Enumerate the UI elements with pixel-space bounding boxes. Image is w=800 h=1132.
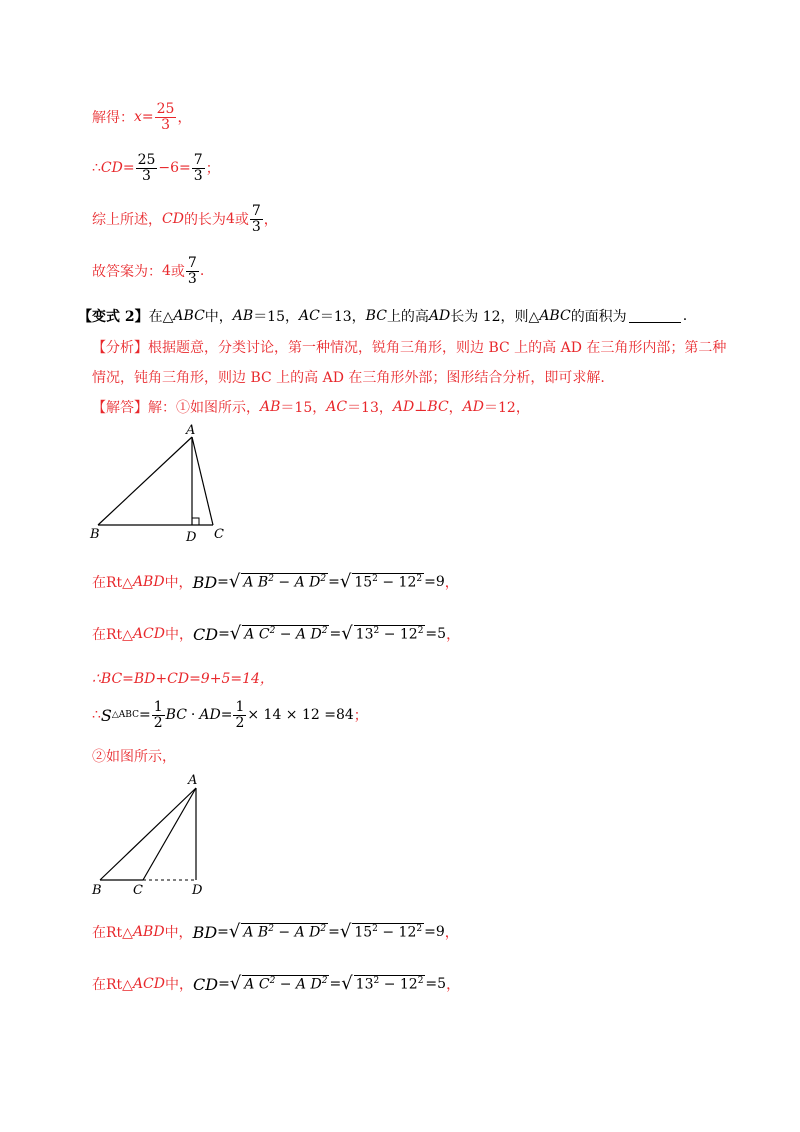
equals: = [329, 976, 342, 992]
fraction [233, 700, 246, 730]
punct: ， [448, 400, 463, 416]
equals: = [141, 109, 154, 126]
var: BC [427, 399, 449, 415]
var: AB [232, 308, 254, 324]
equals: = [328, 574, 340, 590]
right-angle-mark [192, 518, 199, 525]
punct: ； [353, 708, 368, 725]
fraction [186, 256, 199, 286]
var-cd: CD [100, 160, 123, 177]
var: ABC [539, 308, 571, 324]
term: − A D [279, 976, 322, 993]
problem-label: 【变式 2】 [78, 309, 149, 325]
text: 的长为 [183, 212, 226, 229]
numerator: 25 [156, 101, 175, 117]
figure-obtuse-triangle [88, 770, 238, 900]
side-ab [98, 437, 192, 525]
term: 13 [355, 626, 374, 643]
result: =9 [424, 574, 445, 590]
result: =9 [424, 924, 445, 940]
text: 解得： [92, 110, 134, 127]
text: ②如图所示， [92, 749, 176, 765]
text: 中， [164, 925, 193, 941]
text: 中， [204, 309, 233, 325]
var-x: x [134, 109, 142, 126]
text: 长为 12，则△ [450, 309, 540, 325]
numerator: 1 [235, 699, 245, 715]
equals: = [220, 707, 233, 724]
denominator: 3 [187, 270, 197, 287]
text: ＝15， [280, 400, 327, 416]
var: ACD [132, 626, 165, 642]
punct: ， [263, 212, 278, 229]
exponent: 2 [320, 574, 327, 584]
punct: ， [444, 575, 459, 591]
therefore: ∴ [92, 160, 101, 177]
analysis-line-1 [92, 337, 726, 357]
sqrt: √ A $C^2 - A$ $D^2$ [229, 623, 328, 644]
text: ＝15， [253, 309, 300, 325]
area-formula [92, 700, 368, 730]
text: 上的高 [386, 309, 429, 325]
text: 或 [170, 264, 185, 281]
text: ＝12， [484, 400, 530, 416]
sum-bc [92, 668, 274, 688]
text: 在△ [148, 309, 174, 325]
term: A B [243, 574, 269, 591]
perp: ⊥ [414, 399, 428, 415]
sqrt: √ $13^2 - 12^2$ [341, 623, 424, 644]
fraction [192, 153, 205, 183]
label-b: B [92, 883, 102, 898]
exponent: 2 [269, 976, 276, 986]
var: AC [326, 399, 348, 415]
var: AB [260, 399, 281, 415]
exponent: 2 [372, 924, 378, 934]
text: 在Rt△ [92, 925, 133, 941]
denominator: 2 [235, 714, 245, 731]
exponent: 2 [417, 626, 424, 636]
text: 在Rt△ [92, 627, 133, 643]
var-s: S [100, 705, 112, 725]
sqrt: √ A $B^2 - A$ $D^2$ [228, 921, 327, 942]
dot: · [190, 707, 196, 724]
var: CD [192, 624, 219, 644]
equals: = [217, 924, 229, 940]
result: =5 [425, 976, 447, 992]
term: − 12 [382, 574, 417, 591]
text: 中， [164, 575, 193, 591]
therefore: ∴ [92, 707, 101, 724]
step-summary [92, 204, 278, 234]
numerator: 7 [193, 152, 203, 168]
var: ACD [132, 976, 165, 992]
side-ac [143, 788, 196, 880]
fraction [155, 102, 177, 132]
step-cd-value [92, 153, 220, 183]
text: 或 [234, 212, 249, 229]
numerator: 1 [153, 699, 163, 715]
term: − A D [279, 626, 322, 643]
var: AD [428, 308, 451, 324]
exponent: 2 [321, 976, 328, 986]
equals: = [218, 626, 230, 642]
label-d: D [186, 530, 197, 545]
term: − A D [278, 924, 321, 941]
denominator: 3 [251, 218, 261, 235]
exponent: 2 [268, 574, 274, 584]
step-solve-x [92, 102, 191, 132]
exponent: 2 [416, 574, 423, 584]
term: 13 [355, 976, 374, 993]
text: 中， [164, 977, 193, 993]
exponent: 2 [268, 924, 274, 934]
step-answer [92, 256, 204, 286]
denominator: 3 [161, 116, 171, 133]
var: AD [199, 707, 221, 724]
sqrt: √ A $C^2 - A$ $D^2$ [229, 973, 328, 994]
fraction [250, 204, 263, 234]
var-cd: CD [162, 211, 184, 228]
result: × 14 × 12 =84 [247, 707, 354, 724]
value: 4 [225, 211, 235, 228]
sqrt: √ $15^2 - 12^2$ [339, 571, 423, 592]
solution-intro [92, 397, 530, 417]
term: A B [243, 924, 269, 941]
denominator: 2 [153, 714, 163, 731]
solution-label: 【解答】 [92, 400, 148, 416]
subscript: △ABC [111, 710, 139, 721]
var: ABD [132, 924, 165, 940]
sqrt: √ $15^2 - 12^2$ [339, 921, 423, 942]
equals: = [328, 924, 340, 940]
var: AD [392, 399, 415, 415]
exponent: 2 [320, 924, 327, 934]
term: − 12 [382, 924, 417, 941]
term: − 12 [383, 976, 418, 993]
sum-text: ∴BC=BD+CD=9+5=14， [92, 671, 274, 687]
analysis-text: 情况，钝角三角形，则边 BC 上的高 AD 在三角形外部；图形结合分析，即可求解. [92, 370, 605, 386]
side-ab [100, 788, 196, 880]
var: CD [192, 974, 219, 994]
exponent: 2 [416, 924, 423, 934]
label-b: B [90, 527, 100, 542]
text: 故答案为： [92, 264, 162, 281]
label-d: D [192, 883, 203, 898]
exponent: 2 [417, 976, 424, 986]
denominator: 3 [193, 167, 203, 184]
var: BC [365, 308, 387, 324]
case-2-intro [92, 746, 176, 766]
text: 中， [164, 627, 193, 643]
term: 15 [354, 924, 373, 941]
term: − A D [278, 574, 321, 591]
var: BD [192, 572, 218, 592]
label-c: C [133, 883, 143, 898]
value: 4 [162, 263, 171, 280]
exponent: 2 [373, 976, 380, 986]
text: 综上所述， [92, 212, 162, 229]
equals: = [218, 976, 230, 992]
result: =5 [425, 626, 447, 642]
punct: ， [444, 925, 459, 941]
text: 在Rt△ [92, 575, 133, 591]
equation-cd-1 [92, 624, 460, 644]
var: ABD [132, 574, 165, 590]
text: ＝13， [347, 400, 393, 416]
answer-blank [629, 310, 681, 323]
exponent: 2 [269, 626, 276, 636]
side-ac [192, 437, 213, 525]
punct: . [199, 263, 205, 280]
exponent: 2 [373, 626, 380, 636]
term: A C [244, 626, 270, 643]
punct: . [682, 308, 688, 324]
equals: = [329, 626, 342, 642]
equation-cd-2 [92, 974, 460, 994]
figure-acute-triangle [88, 420, 238, 545]
analysis-line-2 [92, 367, 605, 387]
equals: = [217, 574, 229, 590]
punct: ， [446, 977, 461, 993]
var: BD [192, 922, 218, 942]
minus: −6= [158, 160, 191, 177]
fraction [136, 153, 158, 183]
fraction [152, 700, 165, 730]
label-a: A [188, 773, 198, 788]
numerator: 7 [187, 255, 197, 271]
text: 在Rt△ [92, 977, 133, 993]
problem-statement [78, 306, 687, 326]
punct: ， [446, 627, 461, 643]
equals: = [138, 707, 151, 724]
var: AD [462, 399, 485, 415]
var: AC [299, 308, 320, 324]
numerator: 7 [251, 203, 261, 219]
var: ABC [173, 308, 205, 324]
exponent: 2 [321, 626, 328, 636]
exponent: 2 [372, 574, 378, 584]
text: ＝13， [319, 309, 366, 325]
equation-bd-2 [92, 922, 459, 942]
text: 的面积为 [570, 309, 627, 325]
term: A C [244, 976, 270, 993]
var: BC [165, 707, 187, 724]
analysis-text: 【分析】根据题意，分类讨论，第一种情况，锐角三角形，则边 BC 上的高 AD 在三角形内部；第二种 [92, 340, 727, 356]
sqrt: √ $13^2 - 12^2$ [341, 973, 424, 994]
punct: ； [205, 161, 220, 178]
term: 15 [354, 574, 373, 591]
punct: ， [177, 110, 192, 127]
sqrt: √ A $B^2 - A$ $D^2$ [228, 571, 327, 592]
label-a: A [186, 423, 196, 438]
label-c: C [214, 527, 224, 542]
term: − 12 [383, 626, 418, 643]
equals: = [122, 160, 135, 177]
text: 解：①如图所示， [148, 400, 260, 416]
equation-bd-1 [92, 572, 459, 592]
denominator: 3 [142, 167, 151, 184]
numerator: 25 [137, 152, 156, 168]
